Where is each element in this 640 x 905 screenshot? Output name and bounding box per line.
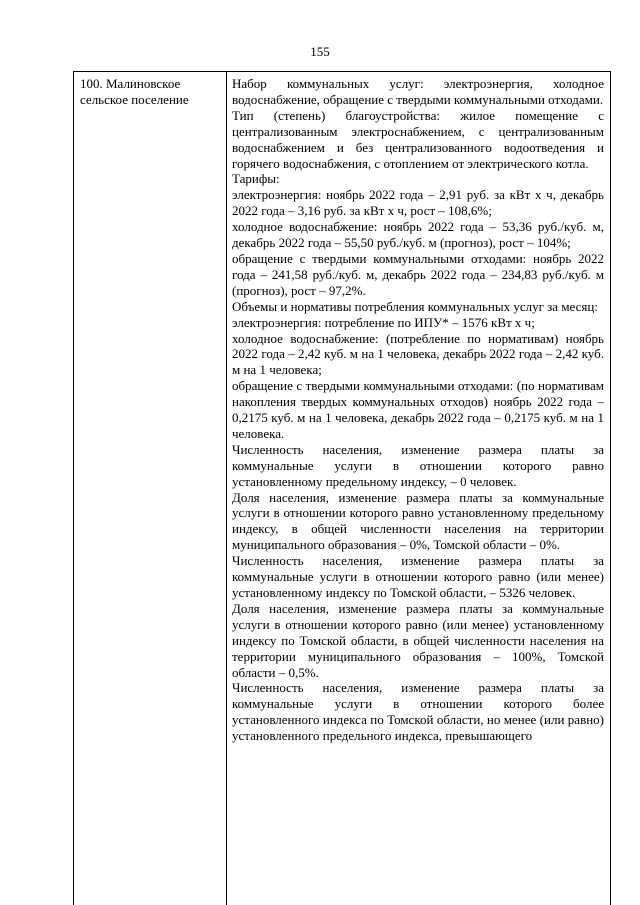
municipality-cell: 100. Малиновское сельское поселение: [74, 72, 227, 905]
paragraph: Тип (степень) благоустройства: жилое помещение с централизованным электроснабжением, с централизованным водоснабжением и без централизованного водоотведения и горячего водоснабжения, с отоплением от электрического котла.: [232, 107, 604, 171]
paragraph: холодное водоснабжение: (потребление по нормативам) ноябрь 2022 года – 2,42 куб. м на 1 человека, декабрь 2022 года – 2,42 куб. м на 1 человека;: [232, 330, 604, 378]
paragraph: электроэнергия: ноябрь 2022 года – 2,91 руб. за кВт х ч, декабрь 2022 года – 3,16 руб. за кВт х ч, рост – 108,6%;: [232, 187, 604, 219]
paragraph: Набор коммунальных услуг: электроэнергия, холодное водоснабжение, обращение с твердыми коммунальными отходами.: [232, 76, 604, 107]
paragraph: Численность населения, изменение размера платы за коммунальные услуги в отношении которого равно установленному предельному индексу, – 0 человек.: [232, 441, 604, 489]
paragraph: Объемы и нормативы потребления коммунальных услуг за месяц:: [232, 298, 598, 314]
page-number: 155: [310, 44, 330, 59]
paragraph: обращение с твердыми коммунальными отходами: (по нормативам накопления твердых коммунальных отходов) ноябрь 2022 года – 0,2175 куб. м на 1 человека, декабрь 2022 года – 0,2175 куб. м на 1 человека.: [232, 378, 604, 441]
paragraph: Численность населения, изменение размера платы за коммунальные услуги в отношении которого равно (или менее) установленному индексу по Томской области, – 5326 человек.: [232, 553, 604, 600]
data-table: [73, 71, 611, 905]
paragraph: Тарифы:: [232, 171, 280, 187]
paragraph: Доля населения, изменение размера платы за коммунальные услуги в отношении которого равно (или менее) установленному индексу по Томской области, в общей численности населения на территории муниципального образования – 100%, Томской области – 0,5%.: [232, 600, 604, 680]
paragraph: холодное водоснабжение: ноябрь 2022 года – 53,36 руб./куб. м, декабрь 2022 года – 55,50 руб./куб. м (прогноз), рост – 104%;: [232, 219, 604, 251]
paragraph: Численность населения, изменение размера платы за коммунальные услуги в отношении которого более установленного индекса по Томской области, но менее (или равно) установленного предельного индекса, превышающего: [232, 680, 604, 744]
paragraph: электроэнергия: потребление по ИПУ* – 1576 кВт х ч;: [232, 314, 535, 330]
paragraph: Доля населения, изменение размера платы за коммунальные услуги в отношении которого равно установленному предельному индексу, в общей численности населения на территории муниципального образования – 0%, Томской области – 0%.: [232, 489, 604, 553]
paragraph: обращение с твердыми коммунальными отходами: ноябрь 2022 года – 241,58 руб./куб. м, декабрь 2022 года – 234,83 руб./куб. м (прогноз), рост – 97,2%.: [232, 250, 604, 298]
details-cell: [227, 72, 610, 905]
